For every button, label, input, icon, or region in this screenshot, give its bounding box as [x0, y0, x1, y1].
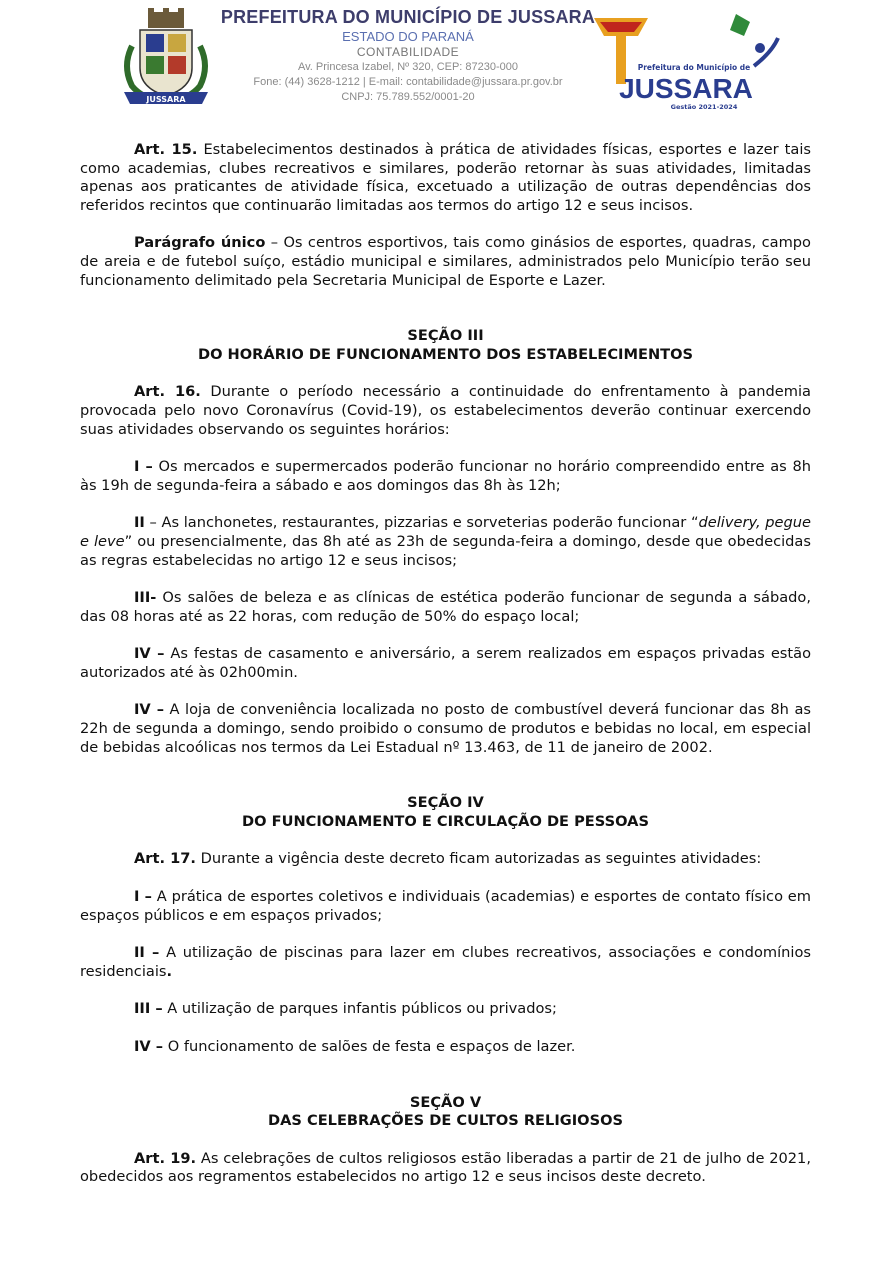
section-5-number: SEÇÃO V [409, 1093, 482, 1111]
article-text: As celebrações de cultos religiosos estão liberadas a partir de 21 de julho de 2021, obedecidos aos regramentos estabelecidos no artigo 12 e seus incisos deste decreto. [80, 1149, 811, 1186]
article-17 [80, 850, 811, 869]
item-text: As festas de casamento e aniversário, a serem realizados em espaços privadas estão autorizados até às 02h00min. [80, 645, 811, 681]
item-label: I – [134, 458, 153, 476]
state-name: ESTADO DO PARANÁ [342, 29, 474, 44]
article-16-item-1 [80, 458, 811, 495]
item-text: A utilização de piscinas para lazer em clubes recreativos, associações e condomínios residenciais [80, 944, 811, 980]
article-text: Durante a vigência deste decreto ficam autorizadas as seguintes atividades: [195, 850, 762, 868]
article-16-item-4 [80, 645, 811, 682]
paragraph-label: Parágrafo único [134, 234, 266, 252]
section-4-title: DO FUNCIONAMENTO E CIRCULAÇÃO DE PESSOAS [242, 812, 649, 830]
item-label: IV – [134, 645, 165, 663]
article-16-item-2 [80, 514, 811, 570]
logo-term-text: Gestão 2021-2024 [670, 103, 738, 111]
article-17-item-1 [80, 888, 811, 925]
article-19 [80, 1150, 811, 1187]
item-text: A prática de esportes coletivos e individuais (academias) e esportes de contato físico em espaços públicos e em espaços privados; [80, 888, 811, 924]
item-text: Os mercados e supermercados poderão funcionar no horário compreendido entre as 8h às 19h de segunda-feira a sábado e aos domingos das 8h às 12h; [80, 458, 811, 494]
article-label: Art. 15. [134, 141, 198, 158]
item-label: III- [134, 589, 157, 607]
item-text: Os salões de beleza e as clínicas de estética poderão funcionar de segunda a sábado, das 08 horas até as 22 horas, com redução de 50% do espaço local; [80, 589, 811, 625]
article-16 [80, 383, 811, 439]
item-italic: delivery, pegue e leve [80, 514, 812, 550]
municipal-crest-logo [118, 6, 214, 110]
article-label: Art. 17. [134, 850, 196, 868]
crest-label: JUSSARA [146, 95, 186, 104]
cnpj-line: CNPJ: 75.789.552/0001-20 [341, 91, 475, 103]
item-text: A loja de conveniência localizada no posto de combustível deverá funcionar das 8h as 22h de segunda a domingo, sendo proibido o consumo de produtos e bebidas no local, em especial de bebidas alcoólicas nos termos da Lei Estadual nº 13.463, de 11 de janeiro de 2002. [80, 701, 811, 756]
item-label: II – [134, 944, 160, 962]
article-label: Art. 19. [134, 1149, 197, 1167]
article-text: Estabelecimentos destinados à prática de atividades físicas, esportes e lazer tais como academias, clubes recreativos e similares, poderão retornar às suas atividades, limitadas apenas aos praticantes de atividade física, excetuado a utilização de outras dependências dos referidos recintos que continuarão limitadas aos termos do artigo 12 e seus incisos. [80, 141, 811, 214]
logo-name-text: JUSSARA [619, 73, 753, 104]
municipality-title: PREFEITURA DO MUNICÍPIO DE JUSSARA [220, 7, 596, 27]
item-label: IV – [134, 701, 164, 719]
item-label: III – [134, 1000, 163, 1018]
article-16-item-3 [80, 589, 811, 626]
item-text: O funcionamento de salões de festa e espaços de lazer. [163, 1038, 576, 1055]
article-17-item-3 [80, 1000, 811, 1019]
item-label: II [134, 514, 145, 532]
item-text: A utilização de parques infantis públicos ou privados; [162, 1000, 557, 1018]
paragraph-text: – Os centros esportivos, tais como ginásios de esportes, quadras, campo de areia e de futebol suíço, estádio municipal e similares, administrados pelo Município terão seu funcionamento delimitado pela Secretaria Municipal de Esporte e Lazer. [80, 234, 811, 289]
section-3-number: SEÇÃO III [407, 327, 484, 345]
section-5-title: DAS CELEBRAÇÕES DE CULTOS RELIGIOSOS [267, 1112, 624, 1130]
paragrafo-unico [80, 234, 811, 290]
address-line: Av. Princesa Izabel, Nº 320, CEP: 87230-000 [297, 61, 519, 73]
article-16-item-5 [80, 701, 811, 757]
item-text-a: – As lanchonetes, restaurantes, pizzarias e sorveterias poderão funcionar “ [144, 514, 699, 532]
contact-line: Fone: (44) 3628-1212 | E-mail: contabilidade@jussara.pr.gov.br [253, 76, 563, 88]
section-4-number: SEÇÃO IV [407, 794, 484, 812]
article-text: Durante o período necessário a continuidade do enfrentamento à pandemia provocada pelo novo Coronavírus (Covid-19), os estabelecimentos deverão continuar exercendo suas atividades observando os seguintes horários: [80, 383, 812, 438]
section-3-title: DO HORÁRIO DE FUNCIONAMENTO DOS ESTABELECIMENTOS [197, 345, 694, 363]
article-17-item-2 [80, 944, 811, 981]
department-name: CONTABILIDADE [356, 45, 460, 59]
article-15 [80, 141, 811, 215]
letterhead-text [212, 6, 604, 105]
article-label: Art. 16. [134, 383, 201, 401]
logo-top-text: Prefeitura do Município de [637, 63, 751, 72]
article-17-item-4 [80, 1038, 811, 1057]
administration-logo [586, 8, 782, 112]
item-label: IV – [134, 1038, 164, 1055]
item-text-b: ” ou presencialmente, das 8h até as 23h de segunda-feira a domingo, desde que obedecidas as regras estabelecidas no artigo 12 e seus incisos; [80, 532, 811, 569]
item-tail: . [166, 962, 173, 980]
item-label: I – [134, 888, 152, 906]
letterhead [0, 0, 896, 122]
document-body [80, 141, 811, 1187]
